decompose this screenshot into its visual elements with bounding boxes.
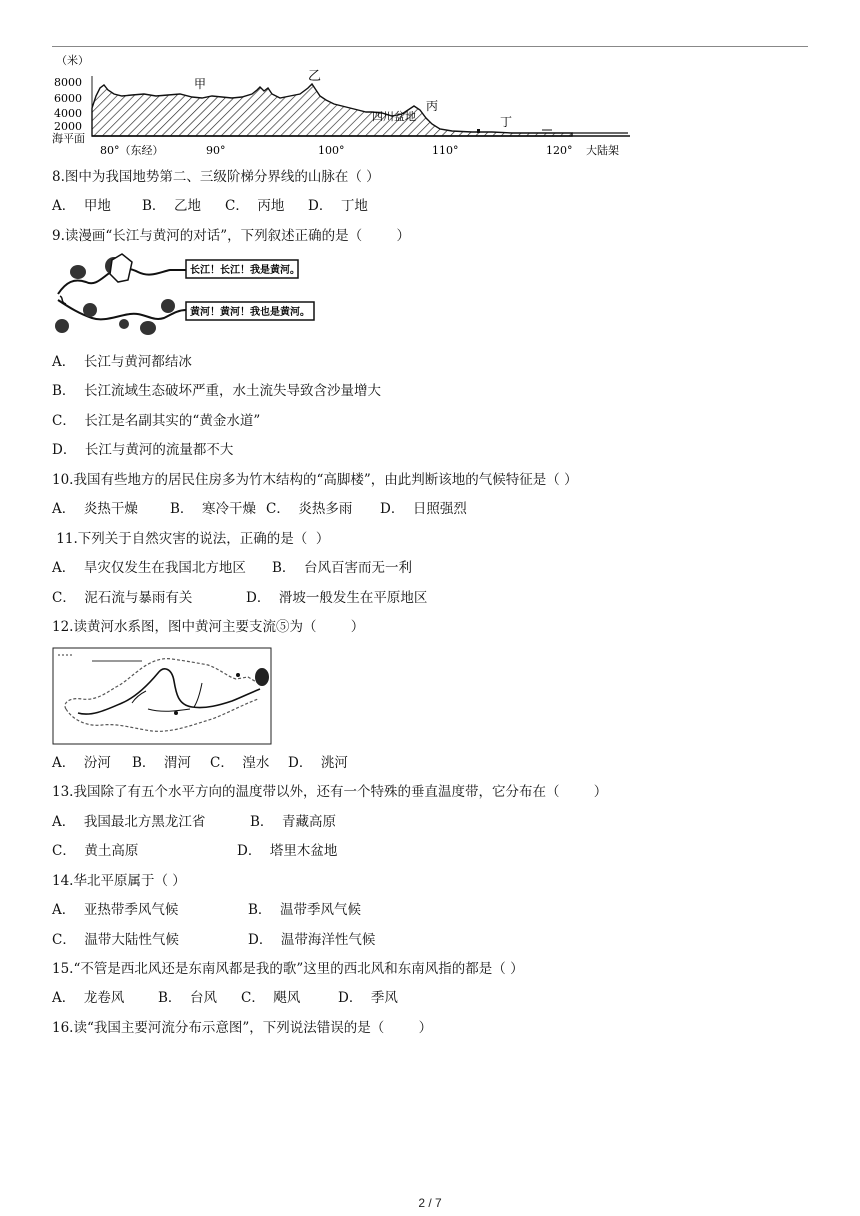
q11-option-a[interactable]: A． 旱灾仅发生在我国北方地区 xyxy=(52,560,246,576)
q11-option-b[interactable]: B． 台风百害而无一利 xyxy=(272,560,413,576)
question-14-stem: 14.华北平原属于（ ） xyxy=(52,873,186,889)
q12-option-c[interactable]: C． 湟水 xyxy=(210,755,270,771)
q13-option-d[interactable]: D． 塔里木盆地 xyxy=(237,843,338,859)
y-unit-label: （米） xyxy=(56,54,89,67)
question-10-stem: 10.我国有些地方的居民住房多为竹木结构的“高脚楼”，由此判断该地的气候特征是（ ） xyxy=(52,472,578,488)
q14-option-a[interactable]: A． 亚热带季风气候 xyxy=(52,902,179,918)
q13-option-b[interactable]: B． 青藏高原 xyxy=(250,814,337,830)
cartoon-bubble-top: 长江！长江！我是黄河。 xyxy=(190,265,300,276)
x-tick: 100° xyxy=(318,144,345,157)
q11-option-c[interactable]: C． 泥石流与暴雨有关 xyxy=(52,590,193,606)
q13-option-c[interactable]: C． 黄土高原 xyxy=(52,843,139,859)
x-tick: 80°（东经） xyxy=(100,144,164,157)
q11-option-d[interactable]: D． 滑坡一般发生在平原地区 xyxy=(246,590,428,606)
q12-option-d[interactable]: D． 洮河 xyxy=(288,755,348,771)
place-label-ding: 丁 xyxy=(500,115,513,129)
place-label-continental-shelf: 大陆架 xyxy=(586,144,619,157)
q15-option-c[interactable]: C． 飓风 xyxy=(241,990,301,1006)
question-11-stem: 11.下列关于自然灾害的说法，正确的是（ ） xyxy=(52,531,330,547)
q10-option-a[interactable]: A． 炎热干燥 xyxy=(52,501,138,517)
y-tick: 海平面 xyxy=(52,132,85,145)
place-label-yi: 乙 xyxy=(308,69,322,84)
x-tick: 90° xyxy=(206,144,226,157)
cartoon-bubble-bottom: 黄河！黄河！我也是黄河。 xyxy=(190,307,310,318)
q14-option-d[interactable]: D． 温带海洋性气候 xyxy=(248,932,376,948)
header-rule xyxy=(52,46,808,47)
place-label-bing: 丙 xyxy=(426,99,439,113)
question-16-stem: 16.读“我国主要河流分布示意图”，下列说法错误的是（ ） xyxy=(52,1020,433,1036)
question-15-stem: 15.“不管是西北风还是东南风都是我的歌”这里的西北风和东南风指的都是（ ） xyxy=(52,961,524,977)
q9-option-c[interactable]: C． 长江是名副其实的“黄金水道” xyxy=(52,413,261,429)
question-9-stem: 9.读漫画“长江与黄河的对话”，下列叙述正确的是（ ） xyxy=(52,228,411,244)
q14-option-b[interactable]: B． 温带季风气候 xyxy=(248,902,362,918)
question-13-stem: 13.我国除了有五个水平方向的温度带以外，还有一个特殊的垂直温度带，它分布在（ ） xyxy=(52,784,608,800)
question-12-stem: 12.读黄河水系图，图中黄河主要支流⑤为（ ） xyxy=(52,619,365,635)
q12-option-a[interactable]: A． 汾河 xyxy=(52,755,111,771)
q10-option-b[interactable]: B． 寒冷干燥 xyxy=(170,501,257,517)
q13-option-a[interactable]: A． 我国最北方黑龙江省 xyxy=(52,814,206,830)
y-tick: 2000 xyxy=(54,120,82,133)
q10-option-c[interactable]: C． 炎热多雨 xyxy=(266,501,353,517)
y-tick: 8000 xyxy=(54,76,82,89)
y-tick: 6000 xyxy=(54,92,82,105)
y-tick: 4000 xyxy=(54,107,82,120)
q10-option-d[interactable]: D． 日照强烈 xyxy=(380,501,467,517)
terrain-profile-figure xyxy=(52,50,632,160)
x-tick: 110° xyxy=(432,144,459,157)
q15-option-b[interactable]: B． 台风 xyxy=(158,990,218,1006)
rivers-cartoon-figure xyxy=(52,252,322,342)
place-label-sichuan-basin: 四川盆地 xyxy=(372,110,416,123)
q9-option-d[interactable]: D． 长江与黄河的流量都不大 xyxy=(52,442,234,458)
q15-option-d[interactable]: D． 季风 xyxy=(338,990,398,1006)
q12-option-b[interactable]: B． 渭河 xyxy=(132,755,192,771)
x-tick: 120° xyxy=(546,144,573,157)
q8-option-d[interactable]: D． 丁地 xyxy=(308,198,368,214)
q8-option-c[interactable]: C． 丙地 xyxy=(225,198,285,214)
q14-option-c[interactable]: C． 温带大陆性气候 xyxy=(52,932,179,948)
q9-option-a[interactable]: A． 长江与黄河都结冰 xyxy=(52,354,192,370)
page-number: 2 / 7 xyxy=(418,1196,442,1210)
q8-option-b[interactable]: B． 乙地 xyxy=(142,198,202,214)
yellow-river-system-map xyxy=(52,647,272,745)
q8-option-a[interactable]: A． 甲地 xyxy=(52,198,111,214)
q9-option-b[interactable]: B． 长江流域生态破坏严重，水土流失导致含沙量增大 xyxy=(52,383,382,399)
place-label-jia: 甲 xyxy=(194,77,207,91)
q15-option-a[interactable]: A． 龙卷风 xyxy=(52,990,125,1006)
question-8-stem: 8.图中为我国地势第二、三级阶梯分界线的山脉在（ ） xyxy=(52,169,380,185)
